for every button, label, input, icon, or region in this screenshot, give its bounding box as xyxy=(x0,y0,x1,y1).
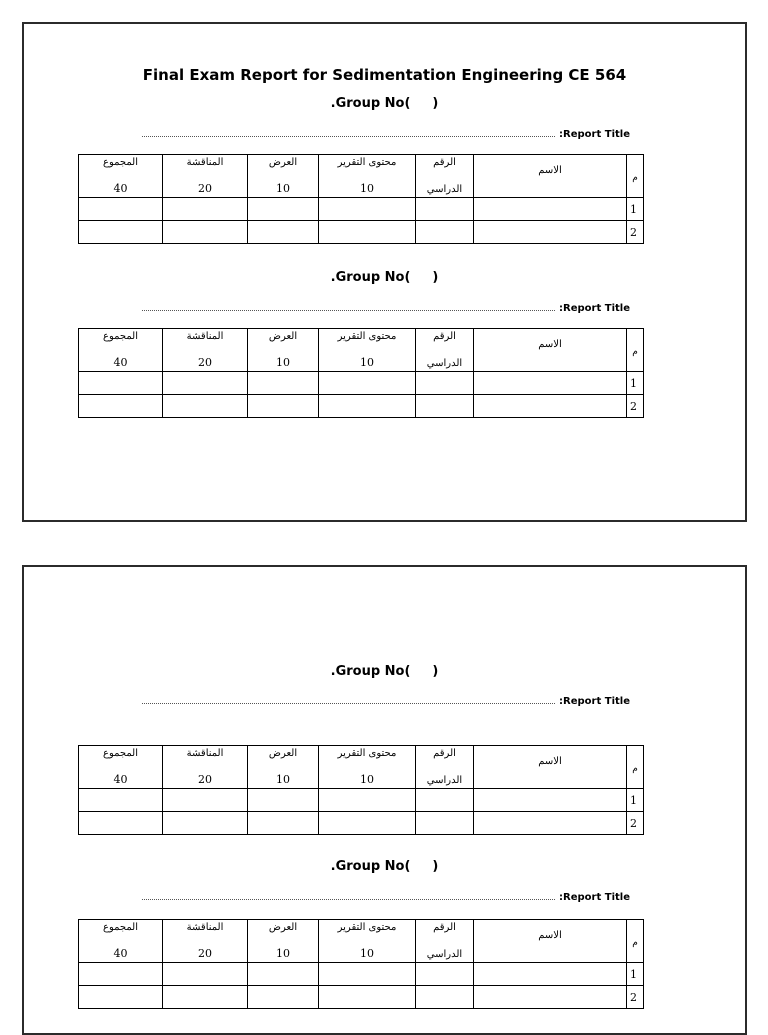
table-row xyxy=(79,789,644,812)
row-number: 1 xyxy=(627,963,644,986)
group-close: ) xyxy=(432,664,439,679)
group-label: .Group No( xyxy=(330,270,411,285)
report-title-dots xyxy=(142,891,555,900)
header-student-id: الرقم الدراسي xyxy=(416,329,474,372)
table-row xyxy=(79,395,644,418)
group-label: .Group No( xyxy=(330,859,411,874)
header-index: م xyxy=(627,746,644,789)
header-index: م xyxy=(627,920,644,963)
report-title-dots xyxy=(142,128,555,137)
header-content: محتوى التقرير 10 xyxy=(319,746,416,789)
report-title-dots xyxy=(142,302,555,311)
header-student-id: الرقم الدراسي xyxy=(416,155,474,198)
group-close: ) xyxy=(432,96,439,111)
header-discussion: المناقشة 20 xyxy=(163,329,248,372)
header-name: الاسم xyxy=(474,920,627,963)
grades-table xyxy=(78,328,644,418)
report-title-label: :Report Title xyxy=(559,892,630,903)
group-label: .Group No( xyxy=(330,664,411,679)
page-2 xyxy=(22,565,747,1035)
row-number: 2 xyxy=(627,221,644,244)
table-header-row xyxy=(79,746,644,789)
report-title-dots xyxy=(142,695,555,704)
header-index: م xyxy=(627,155,644,198)
row-number: 1 xyxy=(627,198,644,221)
report-title-label: :Report Title xyxy=(559,303,630,314)
group-number-line xyxy=(24,664,745,679)
table-row xyxy=(79,198,644,221)
report-title-line xyxy=(142,891,630,903)
report-title-label: :Report Title xyxy=(559,696,630,707)
header-presentation: العرض 10 xyxy=(248,155,319,198)
header-total: المجموع 40 xyxy=(79,329,163,372)
group-number-line xyxy=(24,96,745,111)
group-close: ) xyxy=(432,270,439,285)
header-name: الاسم xyxy=(474,329,627,372)
header-discussion: المناقشة 20 xyxy=(163,155,248,198)
header-name: الاسم xyxy=(474,155,627,198)
header-total: المجموع 40 xyxy=(79,920,163,963)
table-row xyxy=(79,372,644,395)
table-header-row xyxy=(79,155,644,198)
grades-table xyxy=(78,919,644,1009)
table-row xyxy=(79,963,644,986)
header-content: محتوى التقرير 10 xyxy=(319,329,416,372)
header-content: محتوى التقرير 10 xyxy=(319,920,416,963)
table-row xyxy=(79,986,644,1009)
report-title-line xyxy=(142,128,630,140)
report-title-label: :Report Title xyxy=(559,129,630,140)
header-total: المجموع 40 xyxy=(79,155,163,198)
row-number: 2 xyxy=(627,395,644,418)
table-header-row xyxy=(79,920,644,963)
header-presentation: العرض 10 xyxy=(248,920,319,963)
header-discussion: المناقشة 20 xyxy=(163,746,248,789)
row-number: 1 xyxy=(627,789,644,812)
group-close: ) xyxy=(432,859,439,874)
page-1 xyxy=(22,22,747,522)
group-number-line xyxy=(24,270,745,285)
header-presentation: العرض 10 xyxy=(248,746,319,789)
row-number: 2 xyxy=(627,986,644,1009)
header-content: محتوى التقرير 10 xyxy=(319,155,416,198)
table-row xyxy=(79,221,644,244)
header-student-id: الرقم الدراسي xyxy=(416,746,474,789)
group-number-line xyxy=(24,859,745,874)
header-index: م xyxy=(627,329,644,372)
header-total: المجموع 40 xyxy=(79,746,163,789)
header-student-id: الرقم الدراسي xyxy=(416,920,474,963)
header-name: الاسم xyxy=(474,746,627,789)
row-number: 1 xyxy=(627,372,644,395)
document-title: Final Exam Report for Sedimentation Engineering CE 564 xyxy=(142,66,627,84)
header-presentation: العرض 10 xyxy=(248,329,319,372)
table-row xyxy=(79,812,644,835)
report-title-line xyxy=(142,695,630,707)
group-label: .Group No( xyxy=(330,96,411,111)
report-title-line xyxy=(142,302,630,314)
grades-table xyxy=(78,154,644,244)
grades-table xyxy=(78,745,644,835)
row-number: 2 xyxy=(627,812,644,835)
header-discussion: المناقشة 20 xyxy=(163,920,248,963)
table-header-row xyxy=(79,329,644,372)
